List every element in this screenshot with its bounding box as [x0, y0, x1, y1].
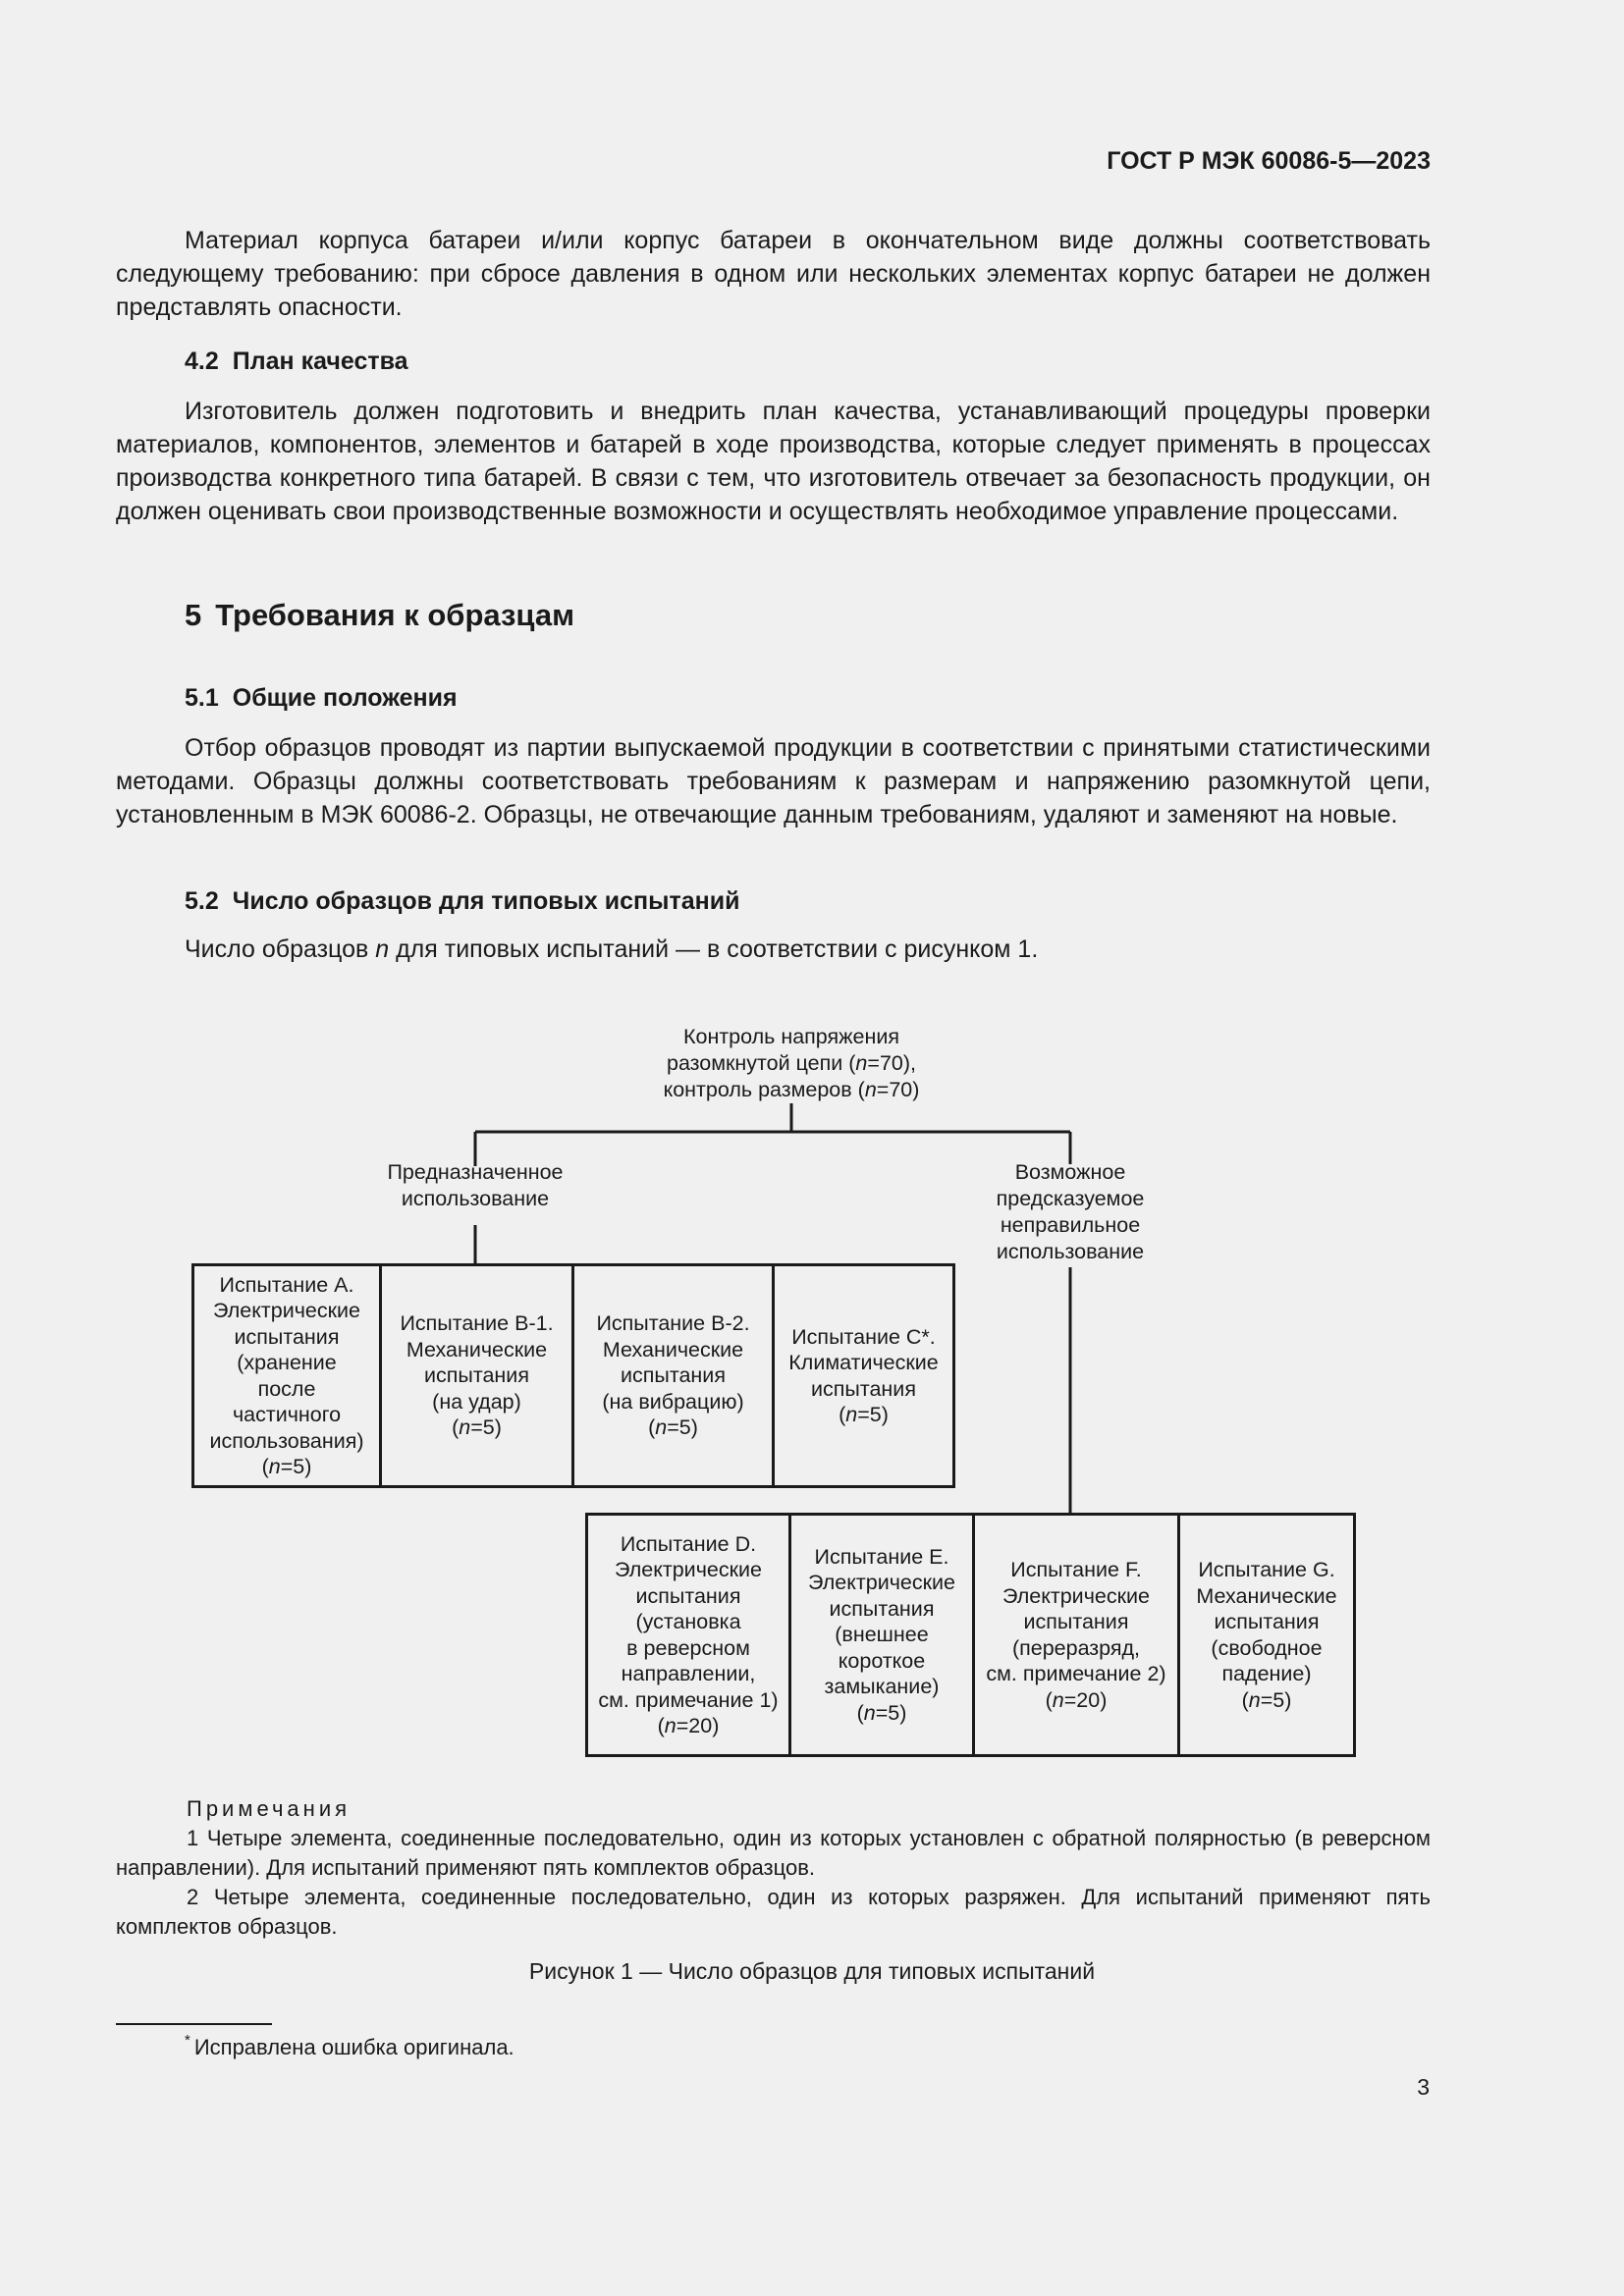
branch-misuse-label: Возможное предсказуемое неправильное использование [996, 1160, 1145, 1263]
branch-intended-use-label: Предназначенное использование [387, 1160, 564, 1210]
test-f-box: Испытание F. Электрические испытания (переразряд, см. примечание 2) (n=20) [972, 1513, 1180, 1757]
notes-title: Примечания [187, 1796, 352, 1821]
test-c-box: Испытание С*. Климатические испытания (n=5) [772, 1263, 955, 1488]
section-5-heading: 5 Требования к образцам [185, 598, 575, 632]
note-1: 1 Четыре элемента, соединенные последовательно, один из которых установлен с обратной полярностью (в реверсном направлении). Для испытаний применяют пять комплектов образцов. [116, 1826, 1431, 1880]
figure-caption: Рисунок 1 — Число образцов для типовых испытаний [528, 1958, 1096, 1984]
test-e-box: Испытание Е. Электрические испытания (внешнее короткое замыкание) (n=5) [788, 1513, 975, 1757]
test-d-box: Испытание D. Электрические испытания (установка в реверсном направлении, см. примечание 1) (n=20) [585, 1513, 791, 1757]
section-5-2-heading: 5.2 Число образцов для типовых испытаний [185, 887, 740, 915]
page-number: 3 [1417, 2074, 1430, 2100]
diagram-root-label: Контроль напряжения разомкнутой цепи (n=70), контроль размеров (n=70) [663, 1025, 920, 1101]
section-4-2-paragraph: Изготовитель должен подготовить и внедрить план качества, устанавливающий процедуры проверки материалов, компонентов, элементов и батарей в ходе производства, которые следует применять в процессах производства конкретного типа батарей. В связи с тем, что изготовитель отвечает за безопасность продукции, он должен оценивать свои производственные возможности и осуществлять необходимое управление процессами. [116, 398, 1431, 525]
test-b2-box: Испытание В-2. Механические испытания (на вибрацию) (n=5) [571, 1263, 775, 1488]
section-5-1-paragraph: Отбор образцов проводят из партии выпускаемой продукции в соответствии с принятыми статистическими методами. Образцы должны соответствовать требованиям к размерам и напряжению разомкнутой цепи, установленным в МЭК 60086-2. Образцы, не отвечающие данным требованиям, удаляют и заменяют на новые. [116, 734, 1431, 828]
test-a-box: Испытание А. Электрические испытания (хранение после частичного использования) (n=5) [191, 1263, 382, 1488]
section-5-1-heading: 5.1 Общие положения [185, 684, 458, 712]
document-code: ГОСТ Р МЭК 60086-5—2023 [1107, 147, 1431, 175]
footnote-divider [116, 2023, 272, 2025]
intro-paragraph: Материал корпуса батареи и/или корпус батареи в окончательном виде должны соответствовать следующему требованию: при сбросе давления в одном или нескольких элементах корпус батареи не должен представлять опасности. [116, 227, 1431, 321]
section-5-2-paragraph: Число образцов n для типовых испытаний — в соответствии с рисунком 1. [185, 935, 1039, 963]
section-4-2-heading: 4.2 План качества [185, 347, 408, 375]
test-g-box: Испытание G. Механические испытания (свободное падение) (n=5) [1177, 1513, 1356, 1757]
test-b1-box: Испытание В-1. Механические испытания (на удар) (n=5) [379, 1263, 574, 1488]
footnote: * Исправлена ошибка оригинала. [185, 2032, 514, 2059]
note-2: 2 Четыре элемента, соединенные последовательно, один из которых разряжен. Для испытаний применяют пять комплектов образцов. [116, 1885, 1431, 1939]
